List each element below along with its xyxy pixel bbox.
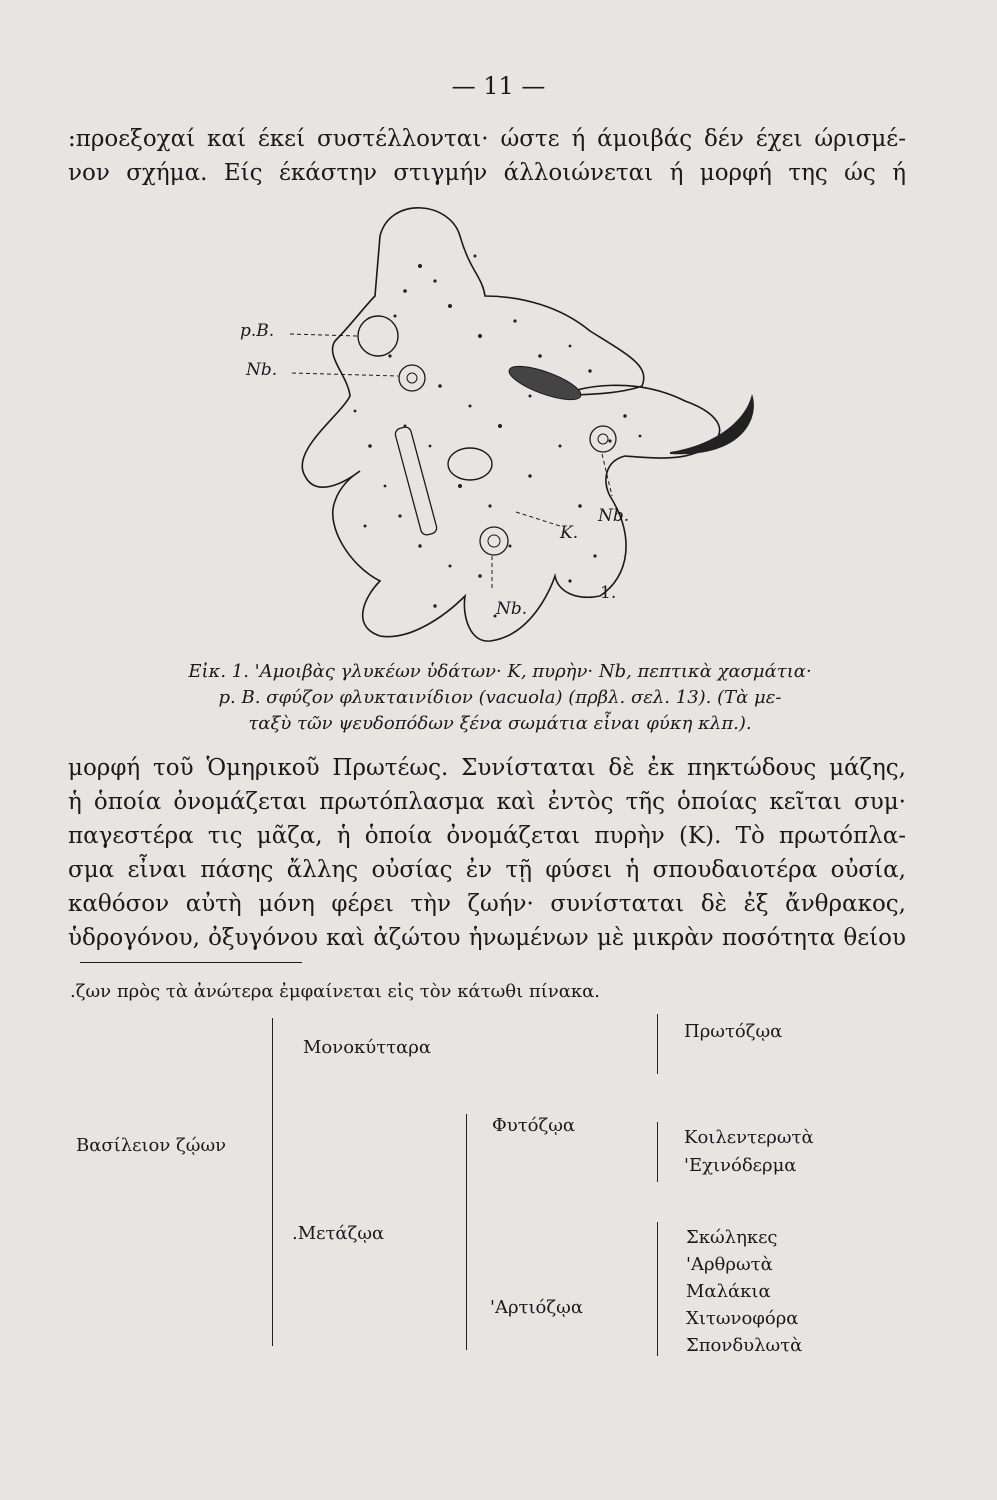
label-pB: p.B. <box>240 321 275 341</box>
contractile-vacuole <box>358 316 398 356</box>
root-bracket <box>272 1018 273 1346</box>
text-line-top-2: νον σχήμα. Είς έκάστην στιγμήν άλλοιώνεται ή μορφή της ώς ή <box>68 160 906 186</box>
figure-caption-line-2: p. B. σφύζον φλυκταινίδιον (vacuola) (πρβλ. σελ. 13). (Τὰ με- <box>218 687 782 708</box>
level1-monokyttara: Μονοκύτταρα <box>303 1037 432 1058</box>
level2-phytozoa: Φυτόζῳα <box>492 1115 576 1136</box>
label-K: K. <box>560 523 579 543</box>
amoeba-outline <box>302 208 719 641</box>
protozoa-bracket <box>657 1014 658 1074</box>
page-number: — 11 — <box>451 72 546 100</box>
cytoplasm-granules <box>354 255 642 618</box>
metazoa-bracket <box>466 1114 467 1350</box>
food-vacuole-bottom <box>480 527 508 555</box>
leaf-echinoderma: 'Εχινόδερμα <box>684 1155 797 1176</box>
rod-particle <box>394 426 438 536</box>
label-Nb-bottom: Nb. <box>496 599 528 619</box>
phytozoa-bracket <box>657 1122 658 1182</box>
text-line-6: ὑδρογόνου, ὀξυγόνου καὶ ἀζώτου ἡνωμένων μὲ μικρὰν ποσότητα θείου <box>68 925 906 951</box>
text-line-2: ἡ ὁποία ὀνομάζεται πρωτόπλασμα καὶ ἐντὸς τῆς ὁποίας κεῖται συμ· <box>68 789 906 815</box>
leaf-spondylota: Σπονδυλωτὰ <box>686 1335 803 1356</box>
food-vacuole-right <box>590 426 616 452</box>
root-label: Βασίλειον ζῴων <box>76 1135 227 1156</box>
leaf-chitonophora: Χιτωνοφόρα <box>686 1308 799 1329</box>
food-vacuole-left <box>399 365 425 391</box>
label-Nb-left: Nb. <box>246 360 278 380</box>
text-line-1: μορφή τοῦ Ὁμηρικοῦ Πρωτέως. Συνίσταται δὲ ἐκ πηκτώδους μάζης, <box>68 755 906 781</box>
text-line-5: καθόσον αὐτὴ μόνη φέρει τὴν ζωήν· συνίσταται δὲ ἐξ ἄνθρακος, <box>68 891 906 917</box>
leaf-arthrota: 'Αρθρωτὰ <box>686 1254 773 1275</box>
crescent-alga <box>670 394 754 454</box>
leaf-skolekes: Σκώληκες <box>686 1227 778 1248</box>
figure-caption-line-1: Εἰκ. 1. 'Αμοιβὰς γλυκέων ὑδάτων· Κ, πυρὴν· Nb, πεπτικὰ χασμάτια· <box>188 661 812 682</box>
label-leaders <box>290 334 612 591</box>
leaf-protozoa: Πρωτόζῳα <box>684 1021 783 1042</box>
level2-artiozoa: 'Αρτιόζῳα <box>490 1297 583 1318</box>
figure-caption-line-3: ταξὺ τῶν ψευδοπόδων ξένα σωμάτια εἶναι φύκη κλπ.). <box>248 713 752 734</box>
label-fig-number: 1. <box>600 583 617 603</box>
footnote-rule <box>80 962 302 963</box>
leaf-koilenterota: Κοιλεντερωτὰ <box>684 1127 814 1148</box>
leaf-malakia: Μαλάκια <box>686 1281 771 1302</box>
footnote-text: .ζων πρὸς τὰ ἀνώτερα ἐμφαίνεται εἰς τὸν κάτωθι πίνακα. <box>70 981 600 1002</box>
text-line-top-1: :προεξοχαί καί έκεί συστέλλονται· ώστε ή άμοιβάς δέν έχει ώρισμέ- <box>68 126 906 152</box>
text-line-3: παγεστέρα τις μᾶζα, ἡ ὁποία ὀνομάζεται πυρὴν (Κ). Τὸ πρωτόπλα- <box>68 823 906 849</box>
text-line-4: σμα εἶναι πάσης ἄλλης οὐσίας ἐν τῇ φύσει ἡ σπουδαιοτέρα οὐσία, <box>68 857 906 883</box>
artiozoa-bracket <box>657 1222 658 1356</box>
level1-metazoa: .Μετάζῳα <box>292 1223 385 1244</box>
amoeba-figure <box>230 196 790 656</box>
nucleus <box>448 448 492 480</box>
label-Nb-right: Nb. <box>598 506 630 526</box>
elongated-particle <box>506 360 585 407</box>
